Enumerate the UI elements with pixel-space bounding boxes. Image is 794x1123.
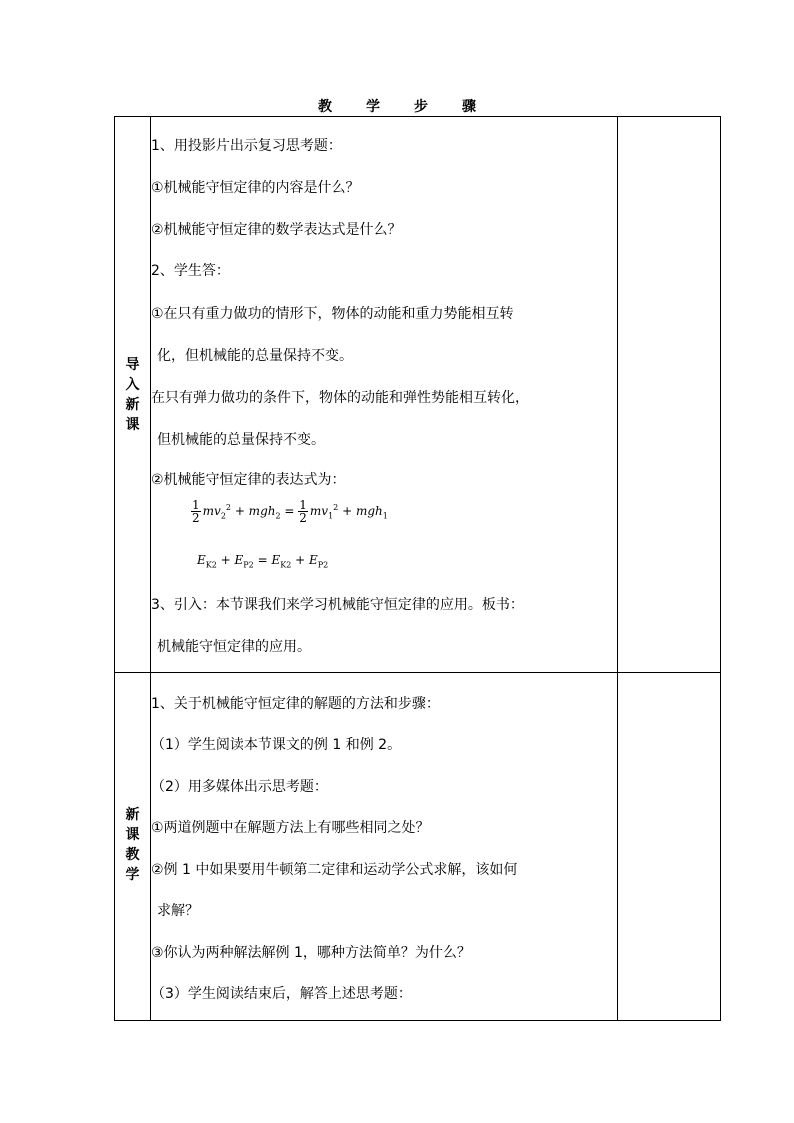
section-label-new-lesson bbox=[115, 805, 150, 885]
paragraph: ①在只有重力做功的情形下，物体的动能和重力势能相互转 bbox=[151, 306, 514, 322]
label-char: 课 bbox=[125, 827, 140, 843]
label-char: 学 bbox=[125, 867, 140, 883]
section-content-intro bbox=[151, 117, 618, 672]
paragraph: （2）用多媒体出示思考题： bbox=[151, 779, 328, 795]
formula-equals: = bbox=[253, 553, 272, 567]
fraction-numerator: 1 bbox=[299, 498, 307, 512]
paragraph: 3、引入：本节课我们来学习机械能守恒定律的应用。板书： bbox=[151, 597, 524, 613]
section-label-intro bbox=[115, 355, 150, 435]
paragraph: （3）学生阅读结束后，解答上述思考题： bbox=[151, 986, 412, 1002]
label-char: 课 bbox=[125, 417, 140, 433]
formula-subscript: 2 bbox=[275, 511, 281, 521]
paragraph: ②例 1 中如果要用牛顿第二定律和运动学公式求解，该如何 bbox=[151, 862, 518, 878]
formula-term: E bbox=[234, 553, 244, 567]
formula-subscript: K2 bbox=[205, 560, 217, 570]
formula-subscript: 2 bbox=[220, 511, 226, 521]
paragraph: 2、学生答： bbox=[151, 263, 230, 279]
formula-term: E bbox=[197, 553, 206, 567]
formula-equals: = bbox=[280, 504, 299, 518]
paragraph: 1、用投影片出示复习思考题： bbox=[151, 138, 342, 154]
paragraph: ②机械能守恒定律的数学表达式是什么？ bbox=[151, 222, 402, 238]
formula-term: mv bbox=[202, 504, 221, 518]
page-title: 教学步骤 bbox=[318, 99, 510, 115]
paragraph: 但机械能的总量保持不变。 bbox=[157, 432, 325, 448]
formula-subscript: 1 bbox=[328, 511, 334, 521]
formula-subscript: 1 bbox=[382, 511, 388, 521]
section-content-new-lesson bbox=[151, 673, 618, 1020]
formula-superscript: 2 bbox=[225, 503, 231, 512]
paragraph: 机械能守恒定律的应用。 bbox=[157, 639, 311, 655]
paragraph: 1、关于机械能守恒定律的解题的方法和步骤： bbox=[151, 696, 440, 712]
formula-term: E bbox=[309, 553, 318, 567]
label-char: 新 bbox=[125, 807, 140, 823]
formula-subscript: P2 bbox=[243, 560, 254, 570]
fraction-numerator: 1 bbox=[192, 498, 200, 512]
formula-term: + mgh bbox=[338, 504, 383, 518]
paragraph: （1）学生阅读本节课文的例 1 和例 2。 bbox=[151, 737, 402, 753]
fraction-denominator: 2 bbox=[192, 511, 200, 525]
formula-energy-conservation bbox=[191, 499, 388, 524]
formula-superscript: 2 bbox=[333, 503, 339, 512]
fraction bbox=[191, 499, 201, 524]
paragraph: ③你认为两种解法解例 1，哪种方法简单？为什么？ bbox=[151, 945, 471, 961]
label-char: 新 bbox=[125, 397, 140, 413]
paragraph: ②机械能守恒定律的表达式为： bbox=[151, 472, 346, 488]
label-char: 导 bbox=[125, 357, 140, 373]
label-char: 入 bbox=[125, 377, 140, 393]
formula-subscript: P2 bbox=[317, 560, 329, 570]
formula-term: + bbox=[216, 553, 235, 567]
formula-term: + bbox=[291, 553, 309, 567]
fraction-denominator: 2 bbox=[299, 511, 307, 525]
formula-term: E bbox=[271, 553, 281, 567]
lesson-steps-table bbox=[114, 116, 721, 1021]
fraction bbox=[298, 499, 308, 524]
formula-subscript: K2 bbox=[280, 560, 292, 570]
paragraph: 在只有弹力做功的条件下，物体的动能和弹性势能相互转化， bbox=[151, 390, 529, 406]
paragraph: ①机械能守恒定律的内容是什么？ bbox=[151, 180, 360, 196]
formula-term: mv bbox=[309, 504, 329, 518]
formula-term: + mgh bbox=[231, 504, 276, 518]
paragraph: 求解？ bbox=[157, 903, 199, 919]
formula-energy-sum bbox=[197, 553, 328, 569]
paragraph: ①两道例题中在解题方法上有哪些相同之处？ bbox=[151, 820, 430, 836]
paragraph: 化，但机械能的总量保持不变。 bbox=[157, 348, 353, 364]
label-char: 教 bbox=[125, 847, 140, 863]
